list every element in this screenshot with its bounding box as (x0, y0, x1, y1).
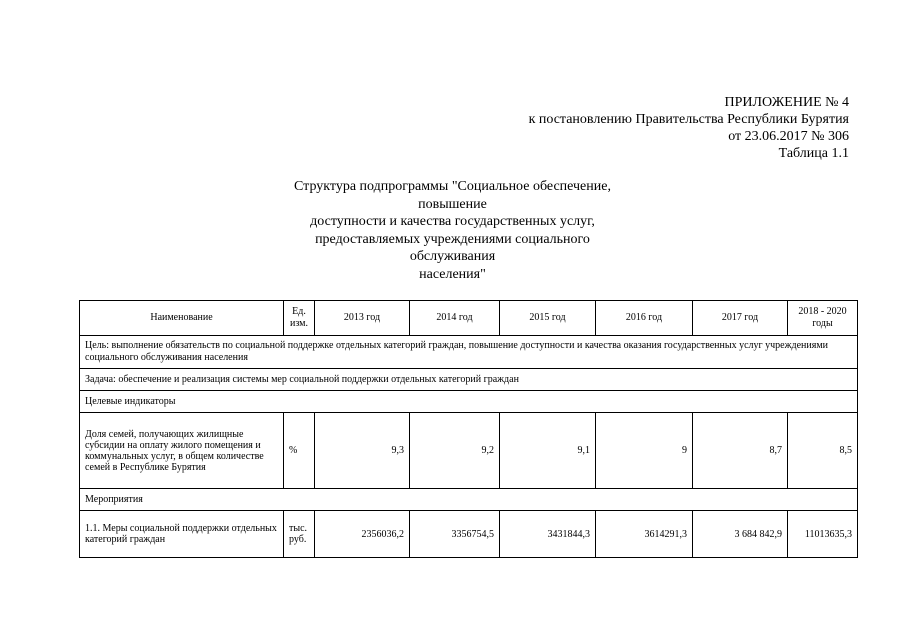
column-header-2015: 2015 год (500, 301, 596, 336)
decree-reference: к постановлению Правительства Республики Бурятия (528, 112, 849, 127)
indicator-unit: % (284, 413, 315, 489)
column-header-2016: 2016 год (596, 301, 693, 336)
title-line: доступности и качества государственных услуг, (310, 214, 595, 229)
column-header-unit: Ед. изм. (284, 301, 315, 336)
column-header-name: Наименование (80, 301, 284, 336)
column-header-2018-2020: 2018 - 2020 годы (788, 301, 858, 336)
indicator-value-2016: 9 (596, 413, 693, 489)
indicators-section-row (80, 391, 858, 413)
indicator-value-2015: 9,1 (500, 413, 596, 489)
column-header-2017: 2017 год (693, 301, 788, 336)
measure-name: 1.1. Меры социальной поддержки отдельных категорий граждан (80, 511, 284, 558)
title-line: обслуживания (409, 249, 496, 264)
document-header (529, 94, 849, 162)
task-row (80, 369, 858, 391)
table-number: Таблица 1.1 (778, 146, 849, 161)
column-header-2013: 2013 год (315, 301, 410, 336)
indicators-label: Целевые индикаторы (80, 391, 858, 413)
measure-value-2013: 2356036,2 (315, 511, 410, 558)
indicator-value-2014: 9,2 (410, 413, 500, 489)
title-line: населения" (419, 266, 486, 282)
table-row (80, 413, 858, 489)
decree-date: от 23.06.2017 № 306 (728, 129, 849, 144)
table-header-row (80, 301, 858, 336)
appendix-number: ПРИЛОЖЕНИЕ № 4 (724, 95, 849, 110)
indicator-name: Доля семей, получающих жилищные субсидии на оплату жилого помещения и коммунальных услуг, в общем количестве семей в Республике Бурятия (80, 413, 284, 489)
measure-unit: тыс. руб. (284, 511, 315, 558)
column-header-2014: 2014 год (410, 301, 500, 336)
task-text: Задача: обеспечение и реализация системы мер социальной поддержки отдельных категорий граждан (80, 369, 858, 391)
indicator-value-2017: 8,7 (693, 413, 788, 489)
measure-value-2016: 3614291,3 (596, 511, 693, 558)
page-title (280, 178, 625, 283)
measures-label: Мероприятия (80, 489, 858, 511)
measure-value-2015: 3431844,3 (500, 511, 596, 558)
table-row (80, 511, 858, 558)
measure-value-2017: 3 684 842,9 (693, 511, 788, 558)
structure-table (79, 300, 858, 558)
title-line: Структура подпрограммы "Социальное обеспечение, (294, 179, 611, 194)
measure-value-2018-2020: 11013635,3 (788, 511, 858, 558)
goal-row (80, 336, 858, 369)
measure-value-2014: 3356754,5 (410, 511, 500, 558)
title-line: повышение (418, 196, 487, 212)
indicator-value-2013: 9,3 (315, 413, 410, 489)
title-line: предоставляемых учреждениями социального (315, 231, 590, 247)
measures-section-row (80, 489, 858, 511)
goal-text: Цель: выполнение обязательств по социальной поддержке отдельных категорий граждан, повышение доступности и качества оказания государственных услуг учреждениями социального обслуживания населения (80, 336, 858, 369)
indicator-value-2018-2020: 8,5 (788, 413, 858, 489)
